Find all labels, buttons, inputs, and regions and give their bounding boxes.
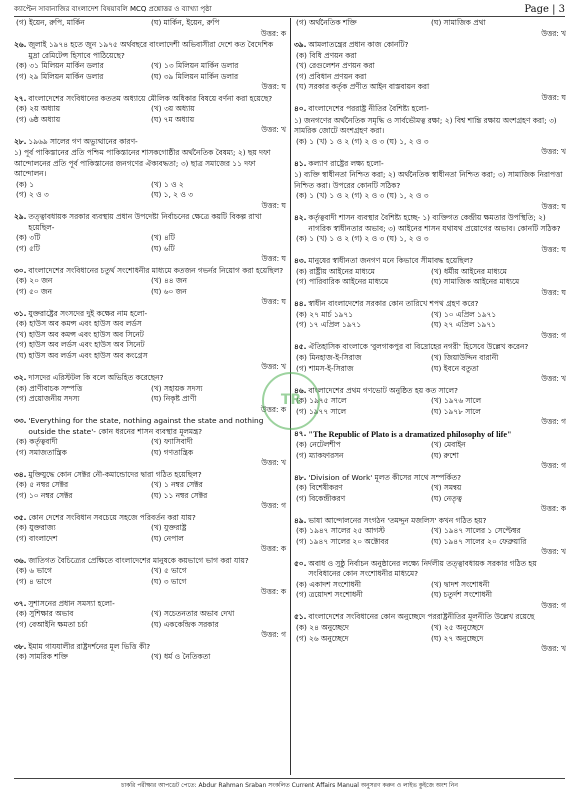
question-item	[14, 642, 286, 663]
question-text: বাংলাদেশের সংবিধানের কোন অনুচ্ছেদে পররাষ্ট্রনীতির মূলনীতি উল্লেখ রয়েছে	[308, 612, 535, 622]
question-text: স্বাধীন বাংলাদেশের সরকার কোন তারিখে শপথ গ্রহণ করে?	[308, 299, 479, 309]
question-number: ৩০.	[14, 265, 27, 275]
question-item	[14, 266, 286, 308]
option: (গ) হাউস অব লর্ডস এবং হাউস অব সিনেট	[16, 340, 145, 350]
option: (ক) হাউস অব কমন্স এবং হাউস অব লর্ডস	[16, 319, 142, 329]
question-item	[294, 342, 566, 384]
question-number: ২৭.	[14, 93, 27, 103]
question-text-row	[294, 213, 566, 234]
question-text-row	[294, 40, 566, 51]
question-text-row	[14, 556, 286, 567]
option: (গ) ১০ নম্বর সেক্টর	[16, 490, 73, 500]
option: (গ) প্রবিধান প্রণয়ন করা	[296, 71, 367, 81]
options	[14, 566, 286, 598]
option: (গ) পারিবারিক আইনের মাধ্যমে	[296, 277, 389, 287]
question-text: "The Republic of Plato is a dramatized philosophy of life"	[308, 429, 512, 439]
option: (ঘ) সামাজিক আইনের মাধ্যমে	[431, 277, 520, 287]
option: (খ) সহায়ক সদস্য	[151, 383, 203, 393]
option: (গ) সমাজতান্ত্রিক	[16, 447, 67, 457]
question-item	[294, 612, 566, 654]
question-item	[294, 159, 566, 170]
option: (গ) বাংলাদেশ	[16, 533, 58, 543]
answer-label: উত্তর: গ	[261, 630, 286, 640]
question-number: ৩৩.	[14, 416, 27, 426]
answer-label: উত্তর: ঘ	[261, 200, 286, 210]
option: (গ) ১৭ এপ্রিল ১৯৭১	[296, 320, 362, 330]
answer-label: উত্তর: ক	[260, 404, 286, 414]
question-number: ৪৭.	[294, 428, 307, 438]
answer-label: উত্তর: ঘ	[261, 254, 286, 264]
question-text-row	[294, 104, 566, 115]
question-text: আমলাতন্ত্রের প্রধান কাজ কোনটি?	[308, 40, 409, 50]
option: (গ) ১৯৪৭ সালের ২০ অক্টোবর	[296, 536, 389, 546]
options	[294, 51, 566, 104]
question-text-row	[294, 170, 566, 191]
question-item	[294, 516, 566, 558]
question-item	[294, 386, 566, 428]
option: (গ) ৫০ জন	[16, 286, 52, 296]
question-text-row	[14, 416, 286, 437]
question-item	[14, 137, 286, 148]
option: (ক) ১৯৭৫ সালে	[296, 396, 347, 406]
question-text-row	[14, 148, 286, 180]
question-item	[14, 599, 286, 641]
question-number: ৫১.	[294, 612, 307, 622]
answer-label: উত্তর: গ	[541, 417, 566, 427]
option: (গ) ৪ ভাগে	[16, 576, 52, 586]
header-title: ক্যাপ্টেন সাবানাজির বাংলাদেশ বিষয়াবলি MCQ প্রশ্নোত্তর ও ব্যাখ্যা পৃষ্ঠা	[14, 5, 212, 13]
options	[294, 483, 566, 515]
question-text-row	[294, 116, 566, 137]
question-text: জাতিগত বৈচিত্র্যের প্রেক্ষিতে বাংলাদেশের মানুষকে কয়ভাগে ভাগ করা যায়?	[28, 555, 249, 565]
question-item	[294, 18, 566, 39]
option: (খ) ১৯৪৭ সালের ১ সেপ্টেম্বর	[431, 526, 521, 536]
option: (ঘ) নেপাল	[151, 533, 184, 543]
option: (খ) যুক্তরাষ্ট্র	[151, 523, 187, 533]
option: (ঘ) নিকৃষ্ট প্রাণী	[151, 394, 197, 404]
left-column	[14, 18, 291, 775]
option: (ঘ) রুশো	[431, 450, 459, 460]
question-text: ১৯৬৯ সালের গণ অভ্যুত্থানের কারণ-	[28, 136, 138, 146]
options	[14, 480, 286, 512]
options	[14, 104, 286, 136]
answer-label: উত্তর: ক	[260, 587, 286, 597]
question-number: ৪২.	[294, 213, 307, 223]
question-text: সুশাসনের প্রধান সমস্যা হলো-	[28, 598, 115, 608]
question-number: ৪৩.	[294, 256, 307, 266]
question-text-row	[14, 373, 286, 384]
options	[14, 609, 286, 641]
question-text: কোন দেশের সংবিধান সবচেয়ে সহজে পরিবর্তন করা যায়?	[28, 512, 196, 522]
option: (ক) বিশেষীকরণ	[296, 483, 343, 493]
option: (খ) ৩য় অধ্যায়	[151, 104, 195, 114]
answer-label: উত্তর: ক	[260, 544, 286, 554]
question-item	[14, 148, 286, 211]
option: (খ) ধর্ম ও নৈতিকতা	[151, 652, 211, 662]
option: (গ) বিকেন্দ্রীকরণ	[296, 493, 346, 503]
option: (খ) দ্বাদশ সংশোধনী	[431, 579, 490, 589]
option: (ক) ৫ নম্বর সেক্টর	[16, 480, 69, 490]
answer-label: উত্তর: ক	[540, 504, 566, 514]
question-text: ১) জনগণের অর্থনৈতিক সমৃদ্ধি ও সার্বভৌমত্ব রক্ষা; ২) বিশ্ব শান্তি রক্ষায় অংশগ্রহণ করা; ৩) সামরিক জোটে অংশগ্রহণ করা।	[294, 115, 557, 136]
option: (ক) ১ (খ) ১ ও ২ (গ) ২ ও ৩ (ঘ) ১, ২ ও ৩	[296, 234, 429, 244]
options	[294, 234, 566, 255]
option: (ঘ) মার্কিন, ইয়েন, রুপি	[151, 18, 220, 27]
option: (গ) ইয়েন, রুপি, মার্কিন	[16, 18, 85, 27]
option: (খ) ধর্মীয় আইনের মাধ্যমে	[431, 266, 507, 276]
answer-label: উত্তর: খ	[541, 147, 566, 157]
watermark-logo: TR	[262, 372, 320, 430]
option: (ক) ২য় অধ্যায়	[16, 104, 60, 114]
option: (খ) সমন্বয়	[431, 483, 462, 493]
option: (ঘ) নেতৃত্ব	[431, 493, 462, 503]
question-text: ১) পূর্ব পাকিস্তানের প্রতি পশ্চিম পাকিস্তানের শাসকগোষ্ঠীর অর্থনৈতিক বৈষম্য; ২) ছয় দফা আন্দোলনের প্রতি পূর্ব পাকিস্তানের জনগণের ঐক্যবদ্ধতা; ৩) ছাত্র সমাজের ১১ দফা আন্দোলন।	[14, 148, 271, 179]
question-number: ৩২.	[14, 373, 27, 383]
options	[14, 384, 286, 416]
question-text: ১) ব্যক্তি স্বাধীনতা নিশ্চিত করা; ২) অর্থনৈতিক স্বাধীনতা নিশ্চিত করা; ৩) সামাজিক নিরাপত্তা নিশ্চিত করা। উপরের কোনটি সঠিক?	[294, 170, 563, 190]
answer-label: উত্তর: গ	[541, 330, 566, 340]
option: (ক) ২৭ মার্চ ১৯৭১	[296, 309, 354, 319]
question-text-row	[294, 342, 566, 353]
option: (গ) ৫টি	[16, 243, 40, 253]
option: (ঘ) হাউস অব লর্ডস এবং হাউস অব কংগ্রেস	[16, 350, 148, 360]
option: (ক) একাদশ সংশোধনী	[296, 579, 362, 589]
option: (ঘ) ৬০ জন	[151, 286, 187, 296]
question-text: কল্যাণ রাষ্ট্রের লক্ষ্য হলো-	[308, 158, 384, 168]
question-number: ২৯.	[14, 212, 27, 222]
option: (ঘ) এককেন্দ্রিক সরকার	[151, 619, 219, 629]
question-item	[294, 559, 566, 612]
option: (খ) ৪টি	[151, 233, 175, 243]
answer-label: উত্তর: খ	[541, 644, 566, 654]
option: (ঘ) ২৭ এপ্রিল ১৯৭১	[431, 320, 496, 330]
question-text-row	[14, 137, 286, 148]
answer-label: উত্তর: ঘ	[261, 82, 286, 92]
question-item	[14, 373, 286, 415]
question-item	[294, 473, 566, 515]
question-item	[14, 416, 286, 469]
question-number: ৩১.	[14, 308, 27, 318]
answer-label: উত্তর: খ	[541, 28, 566, 38]
options	[294, 440, 566, 472]
options	[294, 526, 566, 558]
option: (ক) ২০ জন	[16, 276, 53, 286]
question-item	[14, 40, 286, 93]
option: (ঘ) ১৯৪৭ সালের ২০ ফেব্রুয়ারি	[431, 536, 527, 546]
option: (ক) বিধি প্রণয়ন করা	[296, 50, 357, 60]
answer-label: উত্তর: ঘ	[261, 297, 286, 307]
question-number: ২৬.	[14, 40, 27, 50]
question-item	[14, 309, 286, 372]
question-text: ভাষা আন্দোলনের সংগঠন 'তমদ্দুন মজলিস' কখন গঠিত হয়?	[308, 515, 487, 525]
answer-label: উত্তর: ঘ	[541, 201, 566, 211]
question-text-row	[14, 266, 286, 277]
question-number: ৩৯.	[294, 40, 307, 50]
options	[294, 18, 566, 39]
answer-label: উত্তর: খ	[261, 361, 286, 371]
question-item	[14, 556, 286, 598]
options	[294, 137, 566, 158]
options	[294, 267, 566, 299]
option: (ক) ৩টি	[16, 233, 41, 243]
question-text: 'Everything for the state, nothing against the state and nothing outside the state'- কোন ধরনের শাসন ব্যবস্থার মূলমন্ত্র?	[28, 416, 264, 436]
question-number: ৩৭.	[14, 598, 27, 608]
question-item	[14, 212, 286, 265]
option: (গ) ২৬ অনুচ্ছেদে	[296, 633, 349, 643]
option: (খ) হাউস অব কমন্স এবং হাউস অব সিনেট	[16, 329, 144, 339]
right-column	[294, 18, 566, 775]
option: (ক) ৩১ মিলিয়ন মার্কিন ডলার	[16, 61, 104, 71]
options	[14, 652, 286, 663]
question-text: বাংলাদেশের প্রথম গণভোট অনুষ্ঠিত হয় কত সালে?	[308, 385, 458, 395]
option: (খ) ১ নম্বর সেক্টর	[151, 480, 203, 490]
option: (ক) যুক্তরাজ্য	[16, 523, 56, 533]
option: (খ) ২৫ অনুচ্ছেদে	[431, 623, 484, 632]
option: (গ) বেআইনি ক্ষমতা চর্চা	[16, 619, 88, 629]
option: (ঘ) ৭ম অধ্যায়	[151, 114, 195, 124]
question-number: ৩৮.	[14, 641, 27, 651]
option: (খ) ১৩ মিলিয়ন মার্কিন ডলার	[151, 61, 239, 71]
question-text-row	[294, 559, 566, 580]
options	[14, 276, 286, 308]
question-number: ৫০.	[294, 558, 307, 568]
answer-label: উত্তর: খ	[541, 547, 566, 557]
option: (গ) প্রয়োজনীয় সদস্য	[16, 394, 80, 404]
question-text: যুক্তরাষ্ট্রের সংসদের দুই কক্ষের নাম হলো-	[28, 308, 148, 318]
option: (ক) নেটেলশীপ	[296, 440, 341, 450]
question-number: ৪৯.	[294, 515, 307, 525]
option: (খ) ১ ও ২	[151, 179, 184, 189]
option: (গ) ২ ও ৩	[16, 190, 49, 200]
options	[14, 180, 286, 212]
answer-label: উত্তর: খ	[541, 374, 566, 384]
options	[294, 310, 566, 342]
question-text: বাংলাদেশের সংবিধানের চতুর্থ সংশোধনীর মাধ্যমে কতজন গভর্নর নিয়োগ করা হয়েছিল?	[28, 265, 284, 275]
question-text-row	[14, 94, 286, 105]
option: (খ) ৪৪ জন	[151, 276, 187, 286]
page-footer: চাকরি পরীক্ষার আপডেট পেতে: Abdur Rahman Sraban সংকলিত Current Affairs Manual অনুসরণ করুন ও লাইভ কুইজে অংশ নিন	[14, 778, 565, 791]
question-text-row	[14, 40, 286, 61]
option: (ক) প্রাণীবাচক সম্পত্তি	[16, 383, 83, 393]
option: (গ) ত্রয়োদশ সংশোধনী	[296, 590, 363, 600]
question-text: 'Division of Work' মূলত কীসের সাথে সম্পর্কিত?	[308, 472, 462, 482]
options	[14, 233, 286, 265]
question-number: ৩৬.	[14, 555, 27, 565]
question-text-row	[294, 256, 566, 267]
option: (গ) ম্যাকফারসন	[296, 450, 344, 460]
question-text-row	[294, 429, 566, 441]
option: (ক) ১৯৪৭ সালের ২৫ আগস্ট	[296, 526, 385, 536]
page-number: Page | 3	[524, 4, 565, 15]
option: (ক) সুশিক্ষার অভাব	[16, 609, 74, 619]
answer-label: উত্তর: ঘ	[541, 287, 566, 297]
question-item	[14, 94, 286, 136]
question-number: ৪৮.	[294, 472, 307, 482]
question-number: ৪৪.	[294, 299, 307, 309]
option: (গ) শামস-ই-সিরাজ	[296, 363, 354, 373]
option: (খ) ১০ এপ্রিল ১৯৭১	[431, 309, 497, 319]
answer-label: উত্তর: গ	[541, 461, 566, 471]
question-number: ৪৬.	[294, 385, 307, 395]
options	[294, 580, 566, 612]
options	[14, 523, 286, 555]
option: (ক) সামরিক শক্তি	[16, 652, 68, 662]
question-number: ৪৫.	[294, 342, 307, 352]
option: (খ) মেবাইন	[431, 440, 466, 450]
question-item	[294, 116, 566, 158]
option: (ক) ১	[16, 179, 35, 189]
question-item	[294, 104, 566, 115]
options	[14, 319, 286, 372]
options	[294, 353, 566, 385]
option: (ঘ) ১৯৭৮ সালে	[431, 406, 481, 416]
option: (ঘ) ইবনে বতুতা	[431, 363, 479, 373]
question-number: ৩৪.	[14, 469, 27, 479]
question-text-row	[294, 612, 566, 623]
question-number: ২৮.	[14, 136, 27, 146]
question-text: বাংলাদেশের সংবিধানের কততম অধ্যায়ে মৌলিক অধিকার বিষয়ে বর্ণনা করা হয়েছে?	[28, 93, 273, 103]
question-text: তত্ত্বাবধায়ক সরকার ব্যবস্থায় প্রধান উপদেষ্টা নির্বাচনের ক্ষেত্রে কয়টি বিকল্প রাখা হয়েছিল-	[28, 212, 262, 232]
option: (ঘ) ৬টি	[151, 243, 175, 253]
option: (ক) রাষ্ট্রীয় আইনের মাধ্যমে	[296, 266, 375, 276]
option: (খ) ৫ ভাগে	[151, 566, 187, 576]
options	[14, 18, 286, 39]
question-text: দাসদের এরিস্টটল কি বলে অভিহিত করেছেন?	[28, 373, 164, 383]
answer-label: উত্তর: খ	[261, 458, 286, 468]
question-number: ৪০.	[294, 104, 307, 114]
question-item	[14, 470, 286, 512]
option: (গ) অর্থনৈতিক শক্তি	[296, 18, 357, 27]
option: (ঘ) ১১ নম্বর সেক্টর	[151, 490, 208, 500]
option: (ঘ) ৩৯ মিলিয়ন মার্কিন ডলার	[151, 71, 239, 81]
option: (ঘ) সরকার কর্তৃক প্রণীত আইন বাস্তবায়ন করা	[296, 82, 430, 92]
question-item	[14, 513, 286, 555]
option: (ক) ৬ ভাগে	[16, 566, 52, 576]
option: (ঘ) ৩ ভাগে	[151, 576, 187, 586]
question-item	[294, 299, 566, 341]
question-number: ৩৫.	[14, 512, 27, 522]
answer-label: উত্তর: গ	[541, 600, 566, 610]
option: (ঘ) গণতান্ত্রিক	[151, 447, 194, 457]
option: (ঘ) সামাজিক প্রথা	[431, 18, 486, 27]
option: (ঘ) ১, ২ ও ৩	[151, 190, 193, 200]
option: (ক) ২৪ অনুচ্ছেদে	[296, 623, 349, 632]
question-item	[294, 40, 566, 103]
question-text-row	[14, 642, 286, 653]
question-text-row	[14, 513, 286, 524]
question-text: জুলাই ১৯৭৪ হতে জুন ১৯৭৫ অর্থবছরে বাংলাদেশী অভিবাসীরা দেশে কত বৈদেশিক মুদ্রা রেমিটেন্স হিসাবে পাঠিয়েছে?	[28, 40, 274, 60]
options	[14, 61, 286, 93]
question-text-row	[294, 473, 566, 484]
question-text-row	[294, 516, 566, 527]
question-text: মুক্তিযুদ্ধে কোন সেক্টর নৌ-কমান্ডোদের দ্বারা গঠিত হয়েছিল?	[28, 469, 202, 479]
question-item	[294, 429, 566, 472]
question-text: বাংলাদেশের পররাষ্ট্র নীতির বৈশিষ্ট্য হলো-	[308, 104, 429, 114]
option: (ক) ১ (খ) ১ ও ২ (গ) ২ ও ৩ (ঘ) ১, ২ ও ৩	[296, 191, 429, 201]
answer-label: উত্তর: গ	[261, 501, 286, 511]
question-item	[294, 256, 566, 298]
question-text-row	[14, 212, 286, 233]
options	[14, 437, 286, 469]
question-text-row	[294, 386, 566, 397]
option: (ঘ) চতুর্দশ সংশোধনী	[431, 590, 493, 600]
options	[294, 623, 566, 655]
answer-label: উত্তর: ঘ	[541, 92, 566, 102]
question-text: কর্তৃত্ববাদী শাসন ব্যবস্থার বৈশিষ্ট্য হচ্ছে- ১) ব্যক্তিগত কেন্দ্রীয় ক্ষমতার উপস্থিতি; ২) নাগরিক স্বাধীনতার অভাব; ৩) আইনের শাসন যথাযথ প্রয়োগের অভাব। কোনটি সঠিক?	[308, 213, 561, 233]
answer-label: উত্তর: খ	[261, 125, 286, 135]
question-text: ইমাম গাযযালীর রাষ্ট্রদর্শনের মূল ভিত্তি কী?	[28, 641, 151, 651]
question-text-row	[14, 599, 286, 610]
question-item	[294, 170, 566, 212]
option: (ক) ১ (খ) ১ ও ২ (গ) ২ ও ৩ (ঘ) ১, ২ ও ৩	[296, 136, 429, 146]
answer-label: উত্তর: ঘ	[541, 244, 566, 254]
question-item	[14, 18, 286, 39]
question-number: ৪১.	[294, 158, 307, 168]
option: (গ) ২৯ মিলিয়ন মার্কিন ডলার	[16, 71, 104, 81]
options	[294, 396, 566, 428]
option: (খ) সচেতনতার অভাব দেখা	[151, 609, 235, 619]
option: (খ) ১৯৭৬ সালে	[431, 396, 482, 406]
option: (ঘ) ২৭ অনুচ্ছেদে	[431, 633, 484, 643]
answer-label: উত্তর: ক	[260, 28, 286, 38]
page-header	[14, 3, 565, 17]
question-text-row	[14, 309, 286, 320]
option: (ক) মিনহাজ-ই-সিরাজ	[296, 352, 362, 362]
question-text: ঐতিহাসিক বাংলাকে 'বুলগাকপুর বা বিদ্রোহের নগরী' হিসেবে উল্লেখ করেন?	[308, 342, 529, 352]
option: (গ) ১৯৭৭ সালে	[296, 406, 347, 416]
question-item	[294, 213, 566, 255]
option: (খ) জিয়াউদ্দিন বারানী	[431, 352, 499, 362]
option: (গ) ৬ষ্ঠ অধ্যায়	[16, 114, 61, 124]
option: (খ) ফ্যাসিবাদী	[151, 437, 193, 447]
question-text-row	[14, 470, 286, 481]
question-text-row	[294, 299, 566, 310]
question-text: মানুষের স্বাধীনতা জনগণ মনে কিভাবে সীমাবদ্ধ হয়েছিল?	[308, 256, 474, 266]
options	[294, 191, 566, 212]
option: (ক) কর্তৃত্ববাদী	[16, 437, 58, 447]
option: (খ) রেগুলেশন প্রণয়ন করা	[296, 61, 375, 71]
question-text: অবাধ ও সুষ্ঠু নির্বাচন অনুষ্ঠানের লক্ষ্যে নির্দলীয় তত্ত্বাবধায়ক সরকার গঠিত হয় সংবিধানের কোন সংশোধনীর মাধ্যমে?	[308, 558, 537, 579]
question-text-row	[294, 159, 566, 170]
